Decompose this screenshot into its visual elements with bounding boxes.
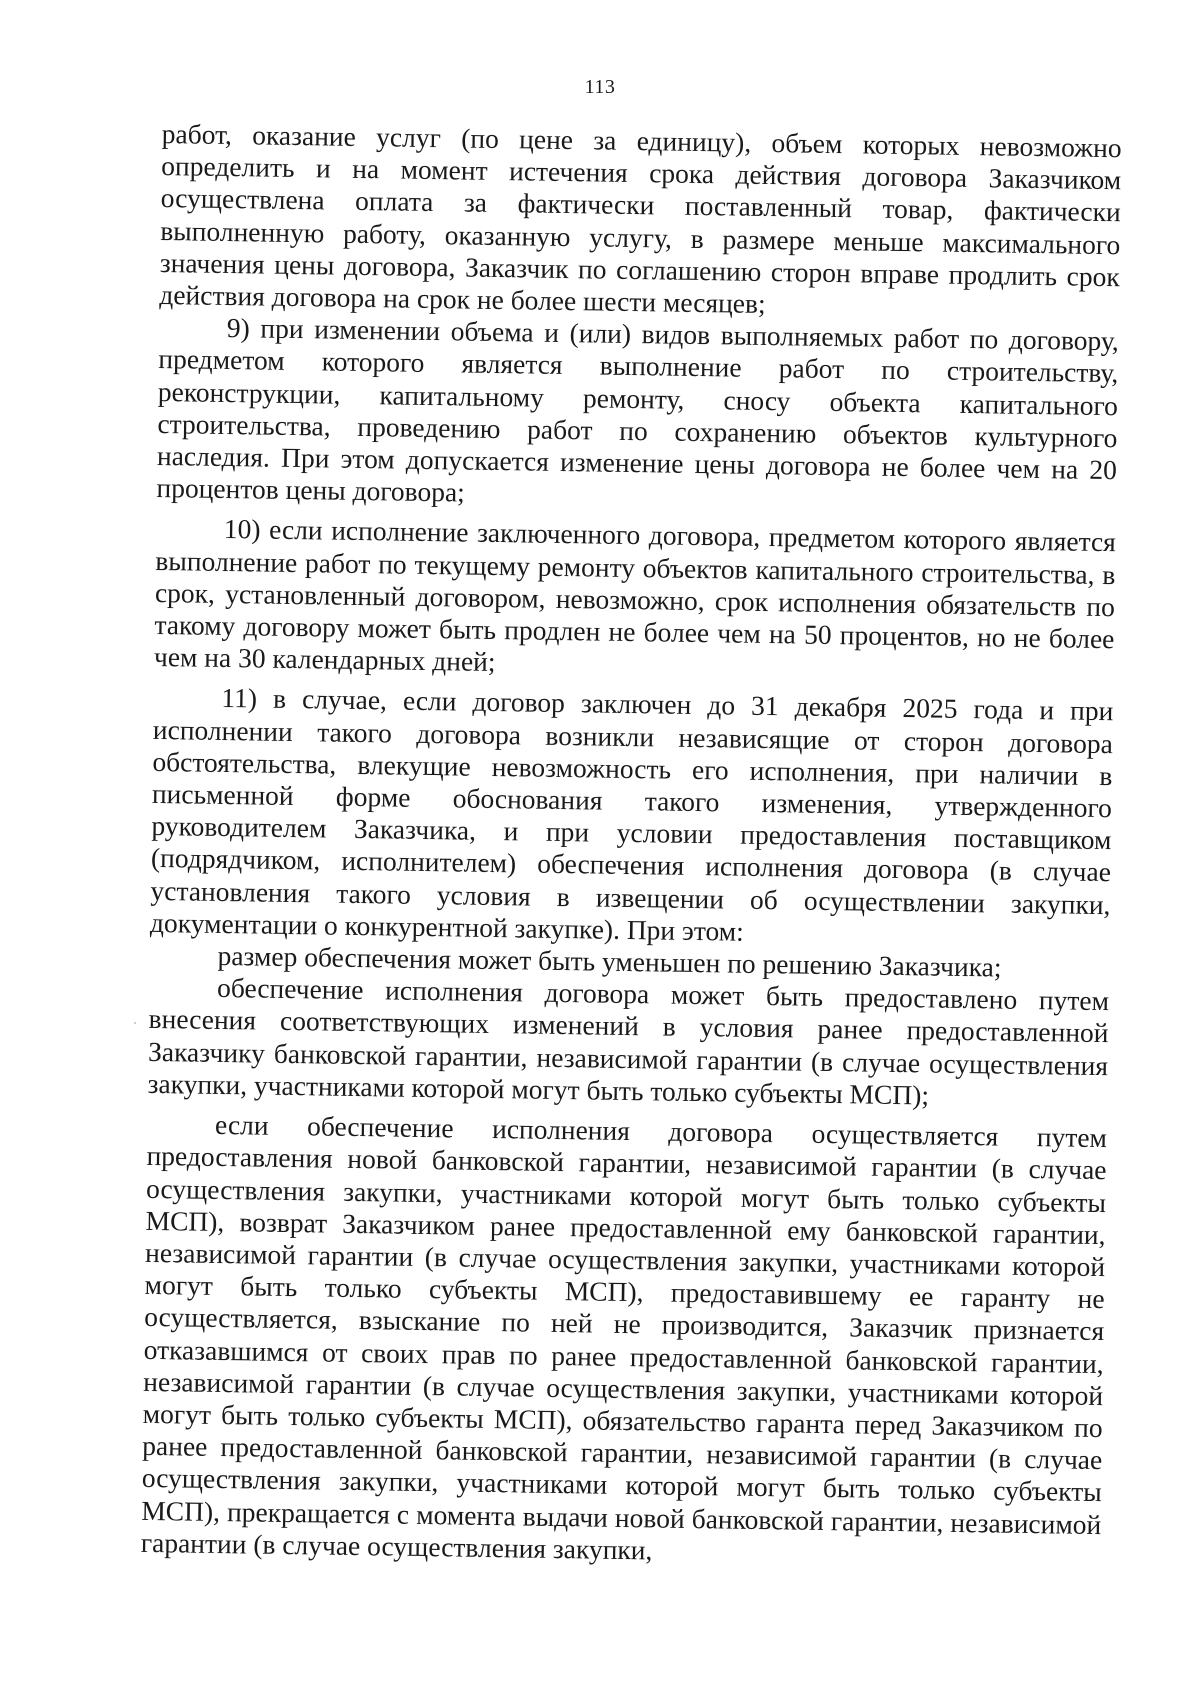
paragraph-item-11: 11) в случае, если договор заключен до 31 декабря 2025 года и при исполнении такого договора возникли независящие от сторон договора обстоятельства, влекущие невозможность его исполнения, при наличии в письменной форме обоснования такого изменения, утвержденного руководителем Заказчика, и при условии предоставления поставщиком (подрядчиком, исполнителем) обеспечения исполнения договора (в случае установления такого условия в извещении об осуществлении закупки, документации о конкурентной закупке). При этом: — [149, 682, 1114, 947]
page-number: 113 — [584, 76, 616, 98]
document-body — [141, 118, 1122, 1573]
paragraph-item-9: 9) при изменении объема и (или) видов выполняемых работ по договору, предметом которого является выполнение работ по строительству, реконструкции, капитальному ремонту, сносу объекта капитального строительства, проведению работ по сохранению объектов культурного наследия. При этом допускается изменение цены договора не более чем на 20 процентов цены договора; — [156, 312, 1120, 508]
paragraph-item-10: 10) если исполнение заключенного договора, предметом которого является выполнение работ по текущему ремонту объектов капитального строительства, в срок, установленный договором, невозможно, срок исполнения обязательств по такому договору может быть продлен не более чем на 50 процентов, но не более чем на 30 календарных дней; — [153, 513, 1117, 678]
paragraph-continuation: работ, оказание услуг (по цене за единицу), объем которых невозможно определить и на момент истечения срока действия договора Заказчиком осуществлена оплата за фактически поставленный товар, фактически выполненную работу, оказанную услугу, в размере меньше максимального значения цены договора, Заказчик по соглашению сторон вправе продлить срок действия договора на срок не более шести месяцев; — [159, 118, 1122, 319]
paragraph-security-reduction: размер обеспечения может быть уменьшен по решению Заказчика; — [217, 939, 1002, 983]
scan-artifact — [134, 1022, 136, 1024]
paragraph-new-guarantee: если обеспечение исполнения договора осуществляется путем предоставления новой банковской гарантии, независимой гарантии (в случае осуществления закупки, участниками которой могут быть только субъекты МСП), возврат Заказчиком ранее предоставленной ему банковской гарантии, независимой гарантии (в случае осуществления закупки, участниками которой могут быть только субъекты МСП), предоставившему ее гаранту не осуществляется, взыскание по ней не производится, Заказчик признается отказавшимся от своих прав по ранее предоставленной банковской гарантии, независимой гарантии (в случае осуществления закупки, участниками которой могут быть только субъекты МСП), обязательство гаранта перед Заказчиком по ранее предоставленной банковской гарантии, независимой гарантии (в случае осуществления закупки, участниками которой могут быть только субъекты МСП), прекращается с момента выдачи новой банковской гарантии, независимой гарантии (в случае осуществления закупки, — [140, 1108, 1108, 1566]
paragraph-security-amendment: обеспечение исполнения договора может быть предоставлено путем внесения соответствующих изменений в условия ранее предоставленной Заказчику банковской гарантии, независимой гарантии (в случае осуществления закупки, участниками которой могут быть только субъекты МСП); — [147, 972, 1110, 1111]
